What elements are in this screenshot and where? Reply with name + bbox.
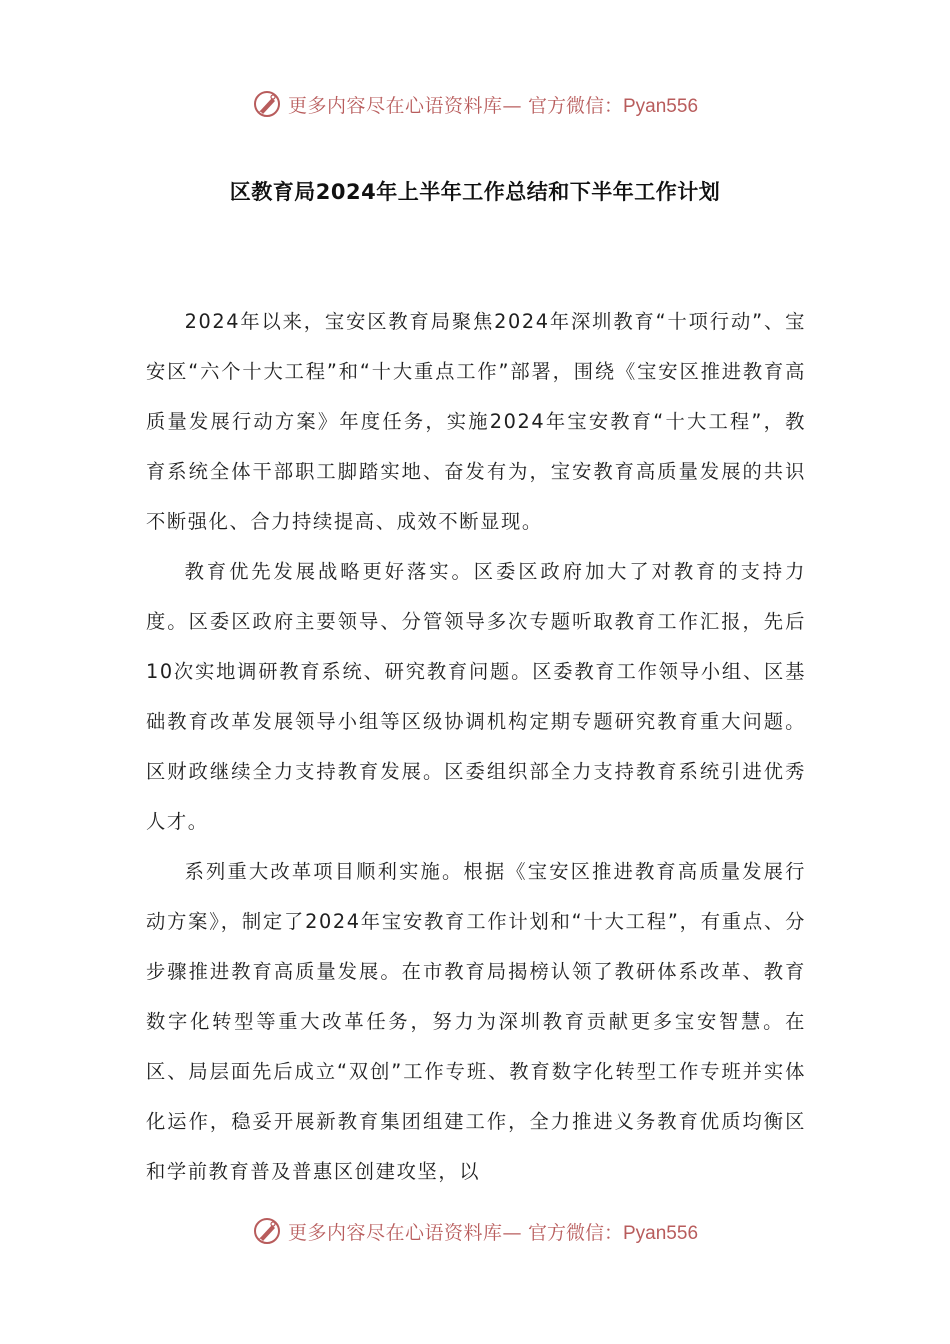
paragraph: 系列重大改革项目顺利实施。根据《宝安区推进教育高质量发展行动方案》，制定了2024年宝安教育工作计划和“十大工程”，有重点、分步骤推进教育高质量发展。在市教育局揭榜认领了教研体系改革、教育数字化转型等重大改革任务，努力为深圳教育贡献更多宝安智慧。在区、局层面先后成立“双创”工作专班、教育数字化转型工作专班并实体化运作，稳妥开展新教育集团组建工作，全力推进义务教育优质均衡区和学前教育普及普惠区创建攻坚，以 bbox=[146, 860, 806, 1183]
watermark-text: 更多内容尽在心语资料库— bbox=[287, 94, 522, 117]
pen-logo-icon bbox=[252, 89, 282, 119]
paragraph: 教育优先发展战略更好落实。区委区政府加大了对教育的支持力度。区委区政府主要领导、分管领导多次专题听取教育工作汇报，先后10次实地调研教育系统、研究教育问题。区委教育工作领导小组、区基础教育改革发展领导小组等区级协调机构定期专题研究教育重大问题。区财政继续全力支持教育发展。区委组织部全力支持教育系统引进优秀人才。 bbox=[146, 560, 806, 833]
watermark-header bbox=[0, 84, 950, 124]
watermark-contact: 官方微信：Pyan556 bbox=[528, 95, 699, 117]
watermark-footer bbox=[0, 1211, 950, 1251]
watermark-text: 更多内容尽在心语资料库— bbox=[287, 1221, 522, 1244]
document-title: 区教育局2024年上半年工作总结和下半年工作计划 bbox=[229, 180, 721, 204]
pen-logo-icon bbox=[252, 1216, 282, 1246]
paragraph: 2024年以来，宝安区教育局聚焦2024年深圳教育“十项行动”、宝安区“六个十大工程”和“十大重点工作”部署，围绕《宝安区推进教育高质量发展行动方案》年度任务，实施2024年宝安教育“十大工程”，教育系统全体干部职工脚踏实地、奋发有为，宝安教育高质量发展的共识不断强化、合力持续提高、成效不断显现。 bbox=[146, 310, 806, 533]
document-body bbox=[146, 297, 806, 1197]
watermark-contact: 官方微信：Pyan556 bbox=[528, 1222, 699, 1244]
